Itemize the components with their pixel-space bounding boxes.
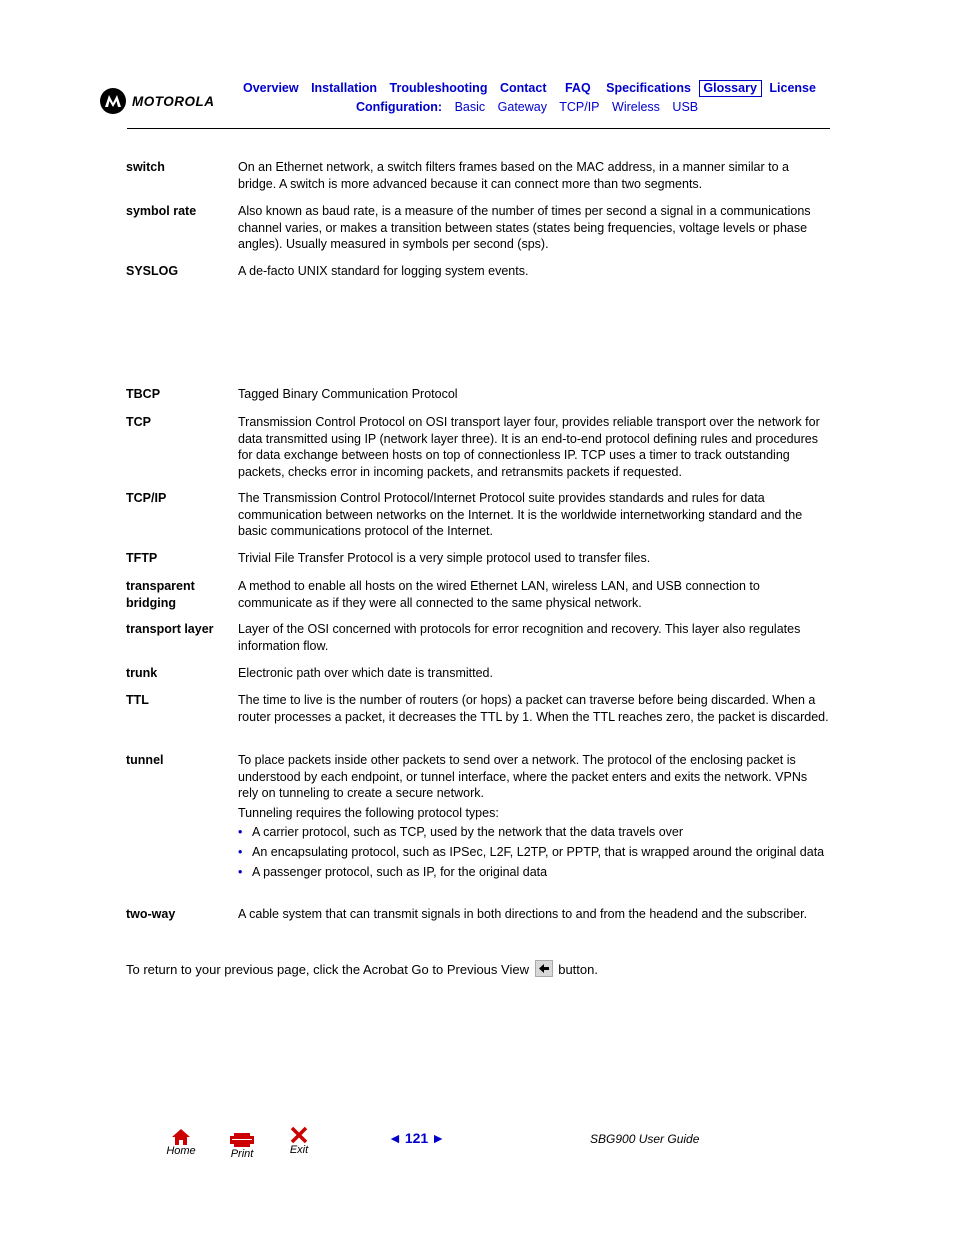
glossary-entry xyxy=(126,414,830,480)
glossary-term: TCP/IP xyxy=(126,491,167,505)
glossary-definition: Transmission Control Protocol on OSI transport layer four, provides reliable transport over the network for data transmitted using IP (network layer three). It is an end-to-end protocol defining rules and procedures for data exchange between hosts on top of connectionless IP. TCP uses a timer to track outstanding packets, checks error in incoming packets, and retransmits packets if requested. xyxy=(238,415,820,479)
glossary-entry xyxy=(126,578,830,611)
nav-specifications[interactable]: Specifications xyxy=(606,81,691,95)
glossary-term: TBCP xyxy=(126,387,161,401)
nav-config-tcpip[interactable]: TCP/IP xyxy=(559,100,600,114)
exit-x-icon xyxy=(290,1126,308,1144)
glossary-definition: Tagged Binary Communication Protocol xyxy=(238,387,458,401)
exit-button[interactable]: Exit xyxy=(286,1126,312,1156)
glossary-term: SYSLOG xyxy=(126,264,179,278)
glossary-term: TTL xyxy=(126,693,149,707)
glossary-entry xyxy=(126,692,830,725)
bullet-icon: • xyxy=(238,844,243,859)
nav-faq[interactable]: FAQ xyxy=(564,81,591,95)
nav-glossary[interactable]: Glossary xyxy=(699,80,762,97)
glossary-definition: To place packets inside other packets to send over a network. The protocol of the enclosing packet is understood by each endpoint, or tunnel interface, where the packet enters and exits the network. VPNs rely on tunneling to create a secure network. Tunneling requires the following protocol types: • A carrier protocol, such as TCP, used by the network that the data travels over • An encapsulating protocol, such as IPSec, L2F, L2TP, or PPTP, that is wrapped around the original data • A passenger protocol, such as IP, for the original data xyxy=(238,752,830,880)
main-nav xyxy=(243,81,825,95)
guide-title: SBG900 User Guide xyxy=(590,1132,700,1146)
bullet-list xyxy=(238,824,830,880)
glossary-entry xyxy=(126,159,830,192)
glossary-term: two-way xyxy=(126,907,176,921)
glossary-definition: The time to live is the number of routers (or hops) a packet can traverse before being discarded. When a router processes a packet, it decreases the TTL by 1. When the TTL reaches zero, the packet is discarded. xyxy=(238,693,829,724)
nav-config-usb[interactable]: USB xyxy=(672,100,699,114)
glossary-term: symbol rate xyxy=(126,204,197,218)
glossary-definition: A de-facto UNIX standard for logging system events. xyxy=(238,264,529,278)
glossary-definition: A cable system that can transmit signals in both directions to and from the headend and the subscriber. xyxy=(238,907,808,921)
bullet-icon: • xyxy=(238,825,243,840)
glossary-entry xyxy=(126,752,830,883)
nav-troubleshooting[interactable]: Troubleshooting xyxy=(389,81,488,95)
glossary-entry xyxy=(126,203,830,253)
nav-config-basic[interactable]: Basic xyxy=(454,100,486,114)
next-page-arrow-icon[interactable]: ► xyxy=(431,1130,446,1146)
glossary-definition: The Transmission Control Protocol/Internet Protocol suite provides standards and rules for data communication between networks on the Internet. It is the worldwide internetworking standard and the basic communications protocol of the Internet. xyxy=(238,491,803,539)
motorola-logo xyxy=(100,88,215,114)
glossary-definition: A method to enable all hosts on the wired Ethernet LAN, wireless LAN, and USB connection to communicate as if they were all connected to the same physical network. xyxy=(238,579,760,610)
glossary-term: transport layer xyxy=(126,622,214,636)
glossary-extra: Tunneling requires the following protocol types: xyxy=(238,805,499,820)
glossary-term: TCP xyxy=(126,415,151,429)
page-number: 121 xyxy=(404,1130,429,1146)
config-nav xyxy=(356,100,707,114)
printer-icon xyxy=(228,1133,256,1147)
nav-overview[interactable]: Overview xyxy=(243,81,299,95)
nav-contact[interactable]: Contact xyxy=(499,81,547,95)
previous-page-arrow-icon[interactable]: ◄ xyxy=(388,1130,402,1146)
nav-config-wireless[interactable]: Wireless xyxy=(612,100,660,114)
glossary-term: tunnel xyxy=(126,753,164,767)
nav-installation[interactable]: Installation xyxy=(311,81,378,95)
glossary-entry xyxy=(126,665,830,682)
glossary-definition: Trivial File Transfer Protocol is a very simple protocol used to transfer files. xyxy=(238,551,651,565)
config-label: Configuration: xyxy=(356,100,443,114)
glossary-entry xyxy=(126,490,830,540)
glossary-entry xyxy=(126,263,830,280)
home-button[interactable]: Home xyxy=(164,1128,198,1157)
list-item: • A carrier protocol, such as TCP, used by the network that the data travels over xyxy=(238,825,684,840)
glossary-entry xyxy=(126,550,830,567)
header-divider xyxy=(127,128,830,129)
return-instruction: To return to your previous page, click the Acrobat Go to Previous View button. xyxy=(126,962,598,977)
glossary-entry xyxy=(126,906,830,923)
glossary-term: trunk xyxy=(126,666,158,680)
glossary-term: transparent bridging xyxy=(126,579,195,610)
glossary-definition: On an Ethernet network, a switch filters frames based on the MAC address, in a manner similar to a bridge. A switch is more advanced because it can connect more than two segments. xyxy=(238,160,789,191)
previous-view-icon[interactable] xyxy=(535,960,553,977)
bullet-icon: • xyxy=(238,864,243,879)
glossary-definition: Also known as baud rate, is a measure of the number of times per second a signal in a communications channel varies, or makes a transition between states (states being frequencies, voltage levels or phase angles). Usually measured in symbols per second (sps). xyxy=(238,204,811,252)
glossary-definition: Electronic path over which date is transmitted. xyxy=(238,666,493,680)
glossary-entry xyxy=(126,386,830,403)
nav-config-gateway[interactable]: Gateway xyxy=(497,100,547,114)
nav-license[interactable]: License xyxy=(769,81,816,95)
brand-name: MOTOROLA xyxy=(132,93,215,109)
glossary-term: switch xyxy=(126,160,165,174)
print-button[interactable]: Print xyxy=(226,1133,258,1160)
glossary-term: TFTP xyxy=(126,551,158,565)
motorola-batwing-icon xyxy=(100,88,126,114)
page-navigation xyxy=(388,1130,445,1146)
glossary-definition: Layer of the OSI concerned with protocols for error recognition and recovery. This layer also regulates information flow. xyxy=(238,622,801,653)
home-icon xyxy=(171,1128,191,1146)
list-item: • A passenger protocol, such as IP, for the original data xyxy=(238,864,548,879)
glossary-entry xyxy=(126,621,830,654)
list-item: • An encapsulating protocol, such as IPSec, L2F, L2TP, or PPTP, that is wrapped around the original data xyxy=(238,844,825,859)
